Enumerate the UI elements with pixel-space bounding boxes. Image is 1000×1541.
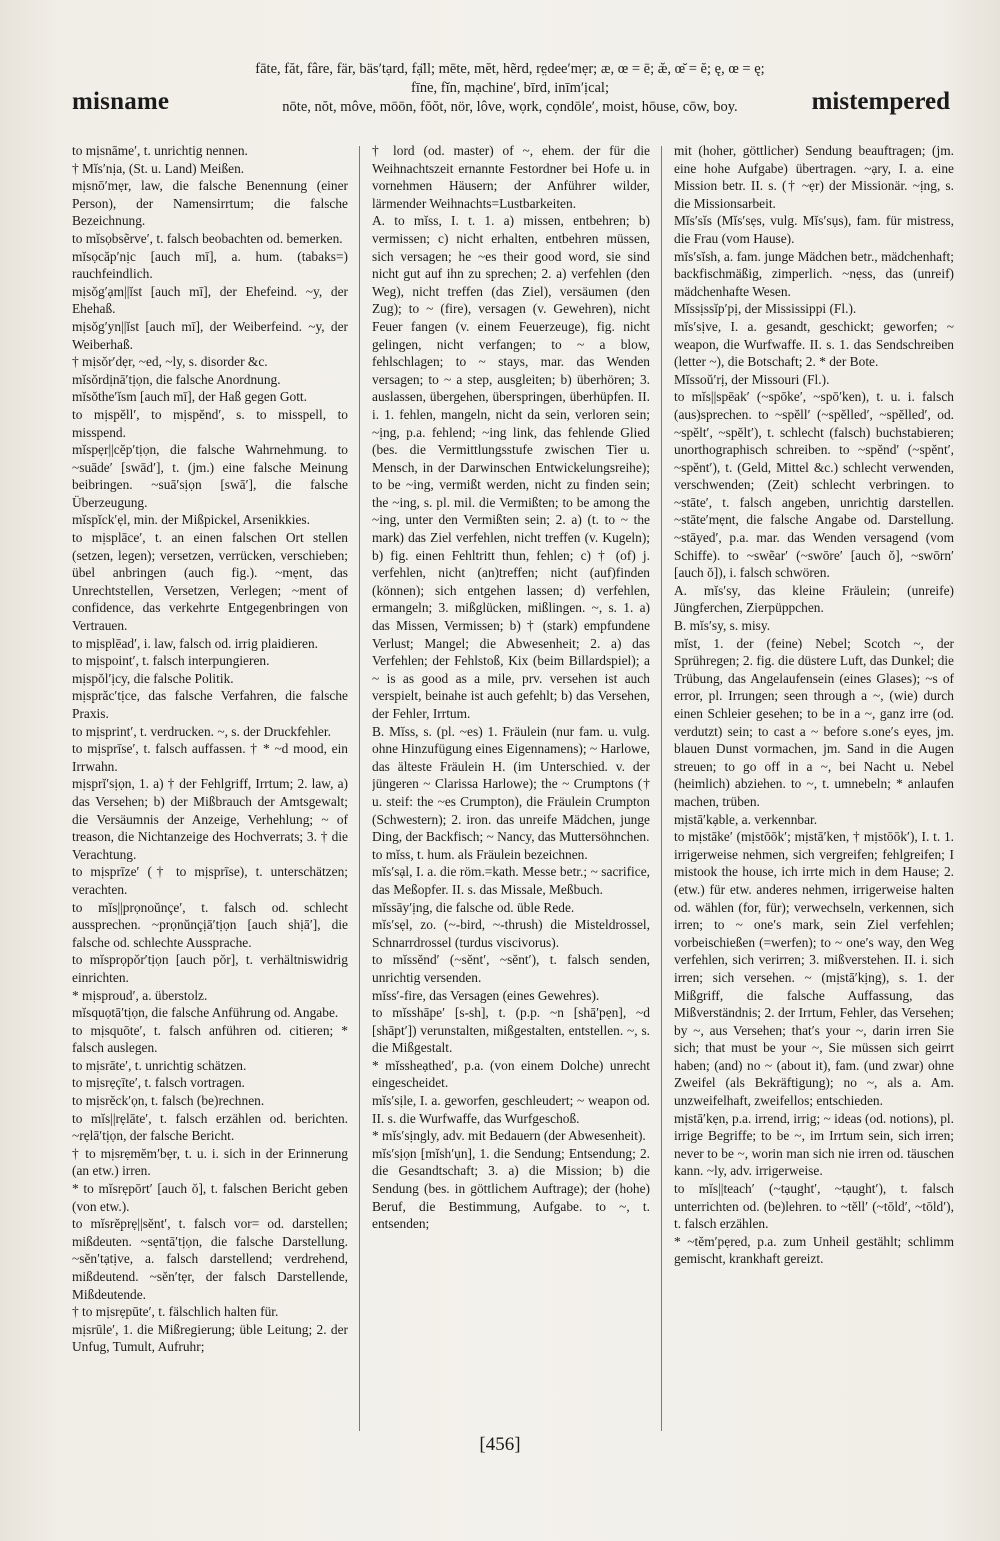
dictionary-entry: mịstā′kạble, a. verkennbar.: [674, 811, 818, 827]
dictionary-entry: mĭspẹr||cĕp′tịọn, die falsche Wahrnehmung. to ~suāde′ [swād′], t. (jm.) eine falsche Meinung beibringen. ~suā′sịọn [swā′], die falsche Überzeugung.: [72, 442, 348, 510]
dictionary-entry: mĭs′sịọn [mĭsh′ụn], 1. die Sendung; Entsendung; 2. die Gesandtschaft; 3. a) die Mission; b) die Sendung (bes. in göttlichem Auftrage); der (hohe) Beruf, die Bestimmung, Aufgabe. to ~, t. entsenden;: [372, 1145, 650, 1232]
dictionary-entry: mĭs′sĭsh, a. fam. junge Mädchen betr., mädchenhaft; backfischmäßig, zimperlich. ~nẹss, das (unreif) mädchenhafte Wesen.: [674, 248, 954, 299]
dictionary-entry: to mĭs||spēak′ (~spōke′, ~spō′ken), t. u. i. falsch (aus)sprechen. to ~spĕll′ (~spĕlled′, ~spĕlled′, od. ~spĕlt′, ~spĕlt′), t. schlecht (falsch) buchstabieren; unorthographisch schreiben. to ~spĕnd′ (~spĕnt′, ~spĕnt′), t. (Geld, Mittel &c.) schlecht verwenden, verschwenden; (Zeit) schlecht verbringen. to ~stāte′, t. falsch angeben, unrichtig darstellen. ~stāte′mẹnt, die falsche Angabe od. Darstellung. ~stāyed′, p.a. mar. das Wenden versagend (vom Schiffe). to ~swẽar′ (~swōre′ [auch ŏ], ~swōrn′ [auch ŏ]), i. falsch schwören.: [674, 389, 954, 581]
dictionary-entry: mĭs′sẹl, zo. (~-bird, ~-thrush) die Misteldrossel, Schnarrdrossel (turdus viscivorus).: [372, 917, 650, 950]
dictionary-entry: mĭs′sịve, I. a. gesandt, geschickt; geworfen; ~ weapon, die Wurfwaffe. II. s. 1. das Sendschreiben (letter ~), die Botschaft; 2. * der Bote.: [674, 318, 954, 370]
dictionary-entry: to mĭs||rẹlāte′, t. falsch erzählen od. berichten. ~rẹlā′tịọn, der falsche Bericht.: [72, 1110, 348, 1144]
page-header: [70, 60, 950, 130]
dictionary-entry: mịsprĭ′sịọn, 1. a) † der Fehlgriff, Irrtum; 2. law, a) das Versehen; b) der Mißbrauch der Amtsgewalt; die Versäumnis der Anzeige, Verhehlung; ~ of treason, die Nichtanzeige des Hochverrats; 3. † die Verachtung.: [72, 776, 348, 862]
dictionary-entry: mĭsquọtā′tịọn, die falsche Anführung od. Angabe.: [72, 1005, 339, 1021]
dictionary-entry: to mịspĕll′, to mịspĕnd′, s. to misspell, to misspend.: [72, 406, 348, 440]
dictionary-entry: to mịsnāme′, t. unrichtig nennen.: [72, 143, 248, 158]
dictionary-entry: mĭspĭck′ẹl, min. der Mißpickel, Arsenikkies.: [72, 512, 310, 528]
pronunciation-line: fīne, fĭn, mạchine′, bīrd, inīm′ịcal;: [410, 80, 609, 96]
entry-column-2: [372, 142, 650, 1434]
dictionary-entry: mịsprăc′tịce, das falsche Verfahren, die falsche Praxis.: [72, 688, 348, 721]
dictionary-entry: to mịsprīze′ († to mịsprīse), t. unterschätzen; verachten.: [72, 864, 348, 897]
dictionary-entry: † to mịsrẹpūte′, t. fälschlich halten für.: [72, 1304, 279, 1320]
dictionary-entry: mịsnō′mẹr, law, die falsche Benennung (einer Person), der Namensirrtum; die falsche Bezeichnung.: [72, 178, 348, 229]
dictionary-entry: † Mĭs′nịa, (St. u. Land) Meißen.: [72, 160, 245, 176]
dictionary-entry: to mịspoint′, t. falsch interpungieren.: [72, 653, 270, 669]
dictionary-entry: * ~tĕm′pẹred, p.a. zum Unheil gestählt; schlimm gemischt, krankhaft gereizt.: [674, 1233, 954, 1267]
dictionary-entry: to mịsrāte′, t. unrichtig schätzen.: [72, 1057, 247, 1073]
pronunciation-line: fāte, făt, fâre, fär, bäs′tạrd, fạ̈ll; mēte, mĕt, hẽrd, re̤dee′mẹr; æ, œ = ē; æ̆, œ̆ = ĕ; ę, œ = ę;: [255, 61, 765, 77]
dictionary-entry: mĭsọcăp′nịc [auch mī], a. hum. (tabaks=) rauchfeindlich.: [72, 248, 348, 282]
dictionary-entry: † to mịsrẹmĕm′bẹr, t. u. i. sich in der Erinnerung (an etw.) irren.: [72, 1145, 348, 1179]
dictionary-entry: to mịsrẹçīte′, t. falsch vortragen.: [72, 1075, 245, 1091]
entry-columns: [72, 142, 954, 1434]
dictionary-entry: mĭsŏthe′ĭsm [auch mī], der Haß gegen Gott.: [72, 389, 307, 405]
dictionary-entry: mĭssāy′ịng, die falsche od. üble Rede.: [372, 899, 575, 915]
guide-word-right: mistempered: [811, 88, 950, 115]
dictionary-entry: to mịsrĕck′ọn, t. falsch (be)rechnen.: [72, 1093, 265, 1109]
dictionary-entry: to mịsprīse′, t. falsch auffassen. † * ~d mood, ein Irrwahn.: [72, 741, 348, 774]
dictionary-entry: to mĭsọbsẽrve′, t. falsch beobachten od. bemerken.: [72, 230, 343, 246]
dictionary-entry: A. mĭs′sy, das kleine Fräulein; (unreife) Jüngferchen, Zierpüppchen.: [674, 582, 954, 616]
dictionary-entry: Mĭs′sĭs (Mĭs′sẹs, vulg. Mĭs′sụs), fam. für mistress, die Frau (vom Hause).: [674, 213, 954, 246]
dictionary-entry: mĭst, 1. der (feine) Nebel; Scotch ~, der Sprühregen; 2. fig. die düstere Luft, das Dunkel; die Trübung, das Angelaufensein (eines Glases); ~s of error, pl. Irrungen; seen through a ~, (wie) durch einen Schleier gesehen; to be in a ~, ganz irre (od. verdutzt) sein; to cast a ~ before s.one′s eyes, jm. blauen Dunst vormachen, jm. Sand in die Augen streuen; to go off in a ~, bei Nacht u. Nebel (heimlich) abziehen. to ~, t. umnebeln; * anlaufen machen, trüben.: [674, 635, 954, 809]
dictionary-entry: to mịsquōte′, t. falsch anführen od. citieren; * falsch auslegen.: [72, 1022, 348, 1056]
dictionary-entry: * mĭssheạthed′, p.a. (von einem Dolche) unrecht eingescheidet.: [372, 1057, 650, 1091]
dictionary-entry: to mịsplēad′, i. law, falsch od. irrig plaidieren.: [72, 635, 318, 651]
dictionary-entry: mĭs′sạl, I. a. die röm.=kath. Messe betr.; ~ sacrifice, das Meßopfer. II. s. das Missale, Meßbuch.: [372, 864, 650, 897]
dictionary-entry: mịsŏg′ạm||ĭst [auch mī], der Ehefeind. ~y, der Ehehaß.: [72, 283, 348, 317]
dictionary-entry: to mịstāke′ (mịstōōk′; mịstā′ken, † mịstōōk′), I. t. 1. irrigerweise nehmen, sich vergreifen; fehlgreifen; I mistook the house, ich irrte mich in dem Hause; 2. (etw.) für etw. anderes nehmen, irrigerweise halten od. wählen (for, für); verwechseln, verkennen, sich irren; to ~ one′s mark, sein Ziel verfehlen; vorbeischießen (=werfen); to ~ one′s way, den Weg verfehlen, sich verirren; 3. mißverstehen. II. i. sich irren; sich versehen. ~ (mịstā′kịng), s. 1. der Mißgriff, die falsche Auffassung, das Mißverständnis; 2. der Irrtum, Fehler, das Versehen; by ~, aus Versehen; that′s your ~, darin irren Sie sich; that must be your ~, Sie müssen sich geirrt haben; (and) no ~ (about it), fam. (und zwar) ohne Zweifel (als Bekräftigung); no ~, als a. Am. unzweifelhaft, zweifellos; entschieden.: [674, 829, 954, 1109]
entry-column-3: [674, 142, 954, 1434]
entry-column-1: [72, 142, 348, 1434]
page-number: [456]: [479, 1434, 521, 1455]
dictionary-entry: A. to mĭss, I. t. 1. a) missen, entbehren; b) vermissen; c) nicht erhalten, entbehren müssen, sich versagen; he ~es their good word, sie sind nicht gut auf ihn zu sprechen; 2. a) verfehlen (den Weg), nicht treffen (das Ziel), versäumen (den Zug); to ~ (fire), versagen (v. Gewehren), nicht Feuer fangen (v. einem Feuerzeuge), fig. nicht gelingen, nicht verfangen; to ~ a blow, fehlschlagen; to ~ stays, mar. das Wenden versagen; to ~ a step, ausgleiten; b) überhören; 3. auslassen, übergehen, überspringen, überhüpfen. II. i. 1. fehlen, mangeln, nicht da sein, verloren sein; ~ịng, p.a. fehlend; ~ing link, das fehlende Glied (bes. die Vermittlungsstufe zwischen Tier u. Mensch, in der Darwinschen Entwickelungsreihe); to be ~ing, vermißt werden, nicht zu finden sein; the ~ing, s. pl. mil. die Vermißten; to be among the ~ing, unter den Vermißten sein; 2. a) (t. to ~ the mark) das Ziel verfehlen, nicht treffen (v. Kugeln); b) fig. einen Fehltritt thun, fehlen; c) † (of) j. verfehlen, nicht (an)treffen; nicht (auf)finden (können); sich entgehen lassen; d) verfehlen, ermangeln; 3. mißglücken, mißlingen. ~, s. 1. a) das Missen, Vermissen; b) † (stark) empfundene Verlust; Mangel; die Abwesenheit; 2. a) das Verfehlen; der Fehlstoß, Kix (beim Billardspiel); a ~ is as good as a mile, prv. versehen ist auch verspielt, beinahe ist auch gefehlt; b) das Versehen, der Fehler, Irrtum.: [372, 213, 650, 721]
dictionary-entry: * mịsproud′, a. überstolz.: [72, 987, 208, 1003]
column-divider: [661, 146, 662, 1431]
dictionary-entry: to mĭssĕnd′ (~sĕnt′, ~sĕnt′), t. falsch senden, unrichtig versenden.: [372, 952, 650, 985]
guide-word-left: misname: [72, 88, 170, 115]
dictionary-entry: Mĭssoŭ′rị, der Missouri (Fl.).: [674, 371, 830, 387]
dictionary-entry: to mĭs||teach′ (~tạught′, ~tạught′), t. falsch unterrichten od. (be)lehren. to ~tĕll′ (~tōld′, ~tōld′), t. falsch erzählen.: [674, 1181, 954, 1232]
dictionary-entry: to mĭsrĕprẹ||sĕnt′, t. falsch vor= od. darstellen; mißdeuten. ~sẹntā′tịọn, die falsche Darstellung. ~sĕn′tạtịve, a. falsch darstellend; verdrehend, mißdeutend. ~sĕn′tẹr, der falsch Darstellende, Mißdeutende.: [72, 1216, 348, 1302]
pronunciation-key: [230, 60, 790, 117]
dictionary-entry: mịstā′kẹn, p.a. irrend, irrig; ~ ideas (od. notions), pl. irrige Begriffe; to be ~, im Irrtum sein, sich irren; never to be ~, worin man sich nie irren od. täuschen kann. ~ly, adv. irrigerweise.: [674, 1110, 954, 1179]
dictionary-entry: mit (hoher, göttlicher) Sendung beauftragen; (jm. eine hohe Aufgabe) übertragen. ~ạry, I. a. eine Mission betr. II. s. († ~ẹr) der Missionär. ~ịng, s. die Missionsarbeit.: [674, 143, 954, 211]
dictionary-entry: mịsrūle′, 1. die Mißregierung; üble Leitung; 2. der Unfug, Tumult, Aufruhr;: [72, 1321, 348, 1355]
dictionary-entry: Mĭssịssĭp′pị, der Mississippi (Fl.).: [674, 301, 857, 317]
dictionary-entry: to mĭs||prọnoŭnçe′, t. falsch od. schlecht aussprechen. ~prọnŭnçịā′tịọn [auch shịā′], die falsche od. schlechte Aussprache.: [72, 899, 348, 950]
dictionary-entry: mĭsŏrdịnā′tịọn, die falsche Anordnung.: [72, 371, 281, 387]
dictionary-entry: † lord (od. master) of ~, ehem. der für die Weihnachtszeit ernannte Festordner bei Hofe u. in vornehmen Häusern; der Anführer wilder, lärmender Weihnachts=Lustbarkeiten.: [372, 143, 650, 211]
dictionary-entry: mịspŏl′ịcy, die falsche Politik.: [72, 670, 234, 686]
dictionary-entry: to mĭsshāpe′ [s-sh], t. (p.p. ~n [shā′pẹn], ~d [shāpt′]) verunstalten, mißgestalten, entstellen. ~, s. die Mißgestalt.: [372, 1005, 650, 1056]
dictionary-entry: to mịsplāce′, t. an einen falschen Ort stellen (setzen, legen); versetzen, verrücken, verschieben; übel anbringen (auch fig.). ~mẹnt, das Unrechtstellen, Versetzen, Verlegen; ~ment of confidence, das verkehrte Entgegenbringen von Vertrauen.: [72, 530, 348, 634]
dictionary-entry: B. mĭs′sy, s. misy.: [674, 618, 771, 634]
dictionary-entry: to mĭsprọpŏr′tịọn [auch pŏr], t. verhältniswidrig einrichten.: [72, 952, 348, 985]
dictionary-entry: mĭss′-fire, das Versagen (eines Gewehres).: [372, 987, 600, 1003]
column-divider: [359, 146, 360, 1431]
dictionary-entry: † mịsŏr′dẹr, ~ed, ~ly, s. disorder &c.: [72, 354, 268, 370]
dictionary-entry: B. Mĭss, s. (pl. ~es) 1. Fräulein (nur fam. u. vulg. ohne Hinzufügung eines Eigennamens); ~ Harlowe, das älteste Fräulein H. (im Unterschied. v. der jüngeren ~ Clarissa Harlowe); the ~ Crumptons († u. steif: the ~es Crumpton), die Fräulein Crumpton (Schwestern); 2. iron. das unreife Mädchen, junge Ding, der Backfisch; ~ Nancy, das Muttersöhnchen.: [372, 723, 650, 845]
dictionary-entry: mịsŏg′yn||ĭst [auch mī], der Weiberfeind. ~y, der Weiberhaß.: [72, 318, 348, 352]
dictionary-entry: to mĭss, t. hum. als Fräulein bezeichnen.: [372, 846, 588, 862]
dictionary-entry: mĭs′sịle, I. a. geworfen, geschleudert; ~ weapon od. II. s. die Wurfwaffe, das Wurfgeschoß.: [372, 1093, 650, 1126]
dictionary-entry: * to mĭsrẹpōrt′ [auch ŏ], t. falschen Bericht geben (von etw.).: [72, 1181, 348, 1214]
dictionary-entry: * mĭs′sịngly, adv. mit Bedauern (der Abwesenheit).: [372, 1128, 646, 1144]
dictionary-entry: to mịsprint′, t. verdrucken. ~, s. der Druckfehler.: [72, 723, 331, 739]
pronunciation-line: nōte, nŏt, môve, mōōn, fŏŏt, nör, lôve, wọrk, cọndōle′, moist, hōuse, cōw, boy.: [282, 99, 738, 115]
